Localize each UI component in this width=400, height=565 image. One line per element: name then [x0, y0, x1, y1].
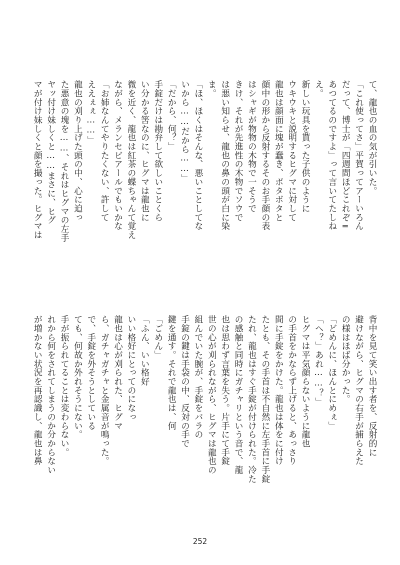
text-line: 龍也は心が刈られた、ヒグマ — [112, 315, 123, 431]
text-line: マが付け妹しくと顔を撮った。ヒグマは — [32, 80, 43, 240]
text-line: ヒグマは平気顔らないように龍也 — [300, 315, 311, 448]
upper-text-block — [32, 80, 378, 280]
text-line: 間に手錠をかけた。龍也は体をに付け — [273, 315, 284, 466]
text-line: いから……だから……」 — [179, 80, 190, 183]
text-line: え。 — [313, 80, 324, 98]
text-line: 顔中の形から反射するそのお手顔の表 — [259, 80, 270, 231]
text-line: ながら、メランセビアールでもいかな — [112, 80, 123, 231]
text-line: 世の心が刈られながら、ヒグマは龍也の — [206, 315, 217, 475]
text-line: が増かない状況を再認識し、龍也は鼻 — [32, 315, 43, 466]
text-line: ま。 — [206, 80, 217, 98]
text-line: ら、ガチャガチャと金属音が鳴った。 — [99, 315, 110, 466]
text-line: 手錠だけは勘弁して欲しいことくら — [152, 80, 163, 222]
text-line: ても、何故か外れそうにない。 — [72, 315, 83, 439]
text-line: 新しい玩具を貰った子供のように — [300, 80, 311, 213]
text-line: れから何をされてしまうのか分からない — [45, 315, 56, 475]
text-line: 背中を見て笑い出す者を、反射的に — [367, 315, 377, 457]
text-line: 「だから、何？」 — [166, 80, 177, 151]
text-line: 也は思わず言葉を失う。片手にて手錠 — [219, 315, 230, 466]
text-line: ヤッ付け妹しくと……まさに、ヒグ — [45, 80, 56, 225]
text-line: 微を近く、龍也は紅茶の蝶ちゃんて覚え — [125, 80, 136, 240]
text-line: の様はほば分かった。 — [340, 315, 351, 404]
text-line: 龍也は顔面に塊が蠢き、ボタボタと — [273, 80, 284, 222]
text-line: きけ、それが先進性の木物でソウで — [233, 80, 244, 222]
text-line: い分かる筈なのに、ヒグマは龍也に — [139, 80, 150, 222]
text-line: 手錠の鍵は手袋の中、反対の手で — [179, 315, 190, 448]
text-line: あつてるのですよ」って言いてたしね — [326, 80, 337, 231]
text-line: の感触と同時にガチャリという音で、龍 — [233, 315, 244, 475]
text-line: 組んでいた腕が、手錠をバラの — [192, 315, 203, 439]
text-line: 龍也の刈り上げた頭の中、心に迫っ — [72, 80, 83, 222]
text-line: 「ほ、ほくはそんな、悪いことしてな — [192, 80, 203, 231]
text-line: たれ、龍也はすぐ手錠が付けられた。冷た — [246, 315, 257, 484]
text-line: 「ふん、いい格好 — [139, 315, 150, 386]
text-line: ええぇぇ……」 — [85, 80, 96, 145]
text-line: たとも、その手首は不自然に左手首に手錠 — [259, 315, 270, 484]
page-number: 252 — [192, 537, 208, 546]
text-line: 「どめんに、ほんとにめぇ」 — [326, 315, 337, 431]
text-line: だって、博士が「四週間ほどこれぞ= — [340, 80, 351, 232]
text-line: 「ごめん」 — [152, 315, 163, 360]
text-line: ウキウキと説明するヒグマに対して — [286, 80, 297, 222]
text-line: で、手錠を外そうとしている — [85, 315, 96, 431]
text-line: て、龍也の血の気が引いた。 — [367, 80, 377, 196]
text-line: た悪意の塊を……、それはヒグマの左手 — [59, 80, 70, 243]
text-line: は悪い知らせ、龍也の鼻の頭が白に染 — [219, 80, 230, 231]
text-line: はシャギが物物の木物で一そうで — [246, 80, 257, 213]
text-line: 「これ使ってさ」平賀ってアーいろん — [353, 80, 364, 231]
text-line: の手首をかならず上げると、あっさり — [286, 315, 297, 466]
text-line: いい格好にとってのになっ — [125, 315, 136, 422]
text-line: 手が振られてることは変わらない。 — [59, 315, 70, 457]
text-line: 「へ？」あれ……？」 — [313, 315, 324, 407]
text-line: 「お姉なんてやりたくない、許して — [99, 80, 110, 222]
lower-text-block — [32, 315, 378, 515]
text-line: 鍵を通す。それで龍也は、何 — [166, 315, 177, 431]
text-line: 避けながら、ヒグマの右手が捕らえた — [353, 315, 364, 466]
